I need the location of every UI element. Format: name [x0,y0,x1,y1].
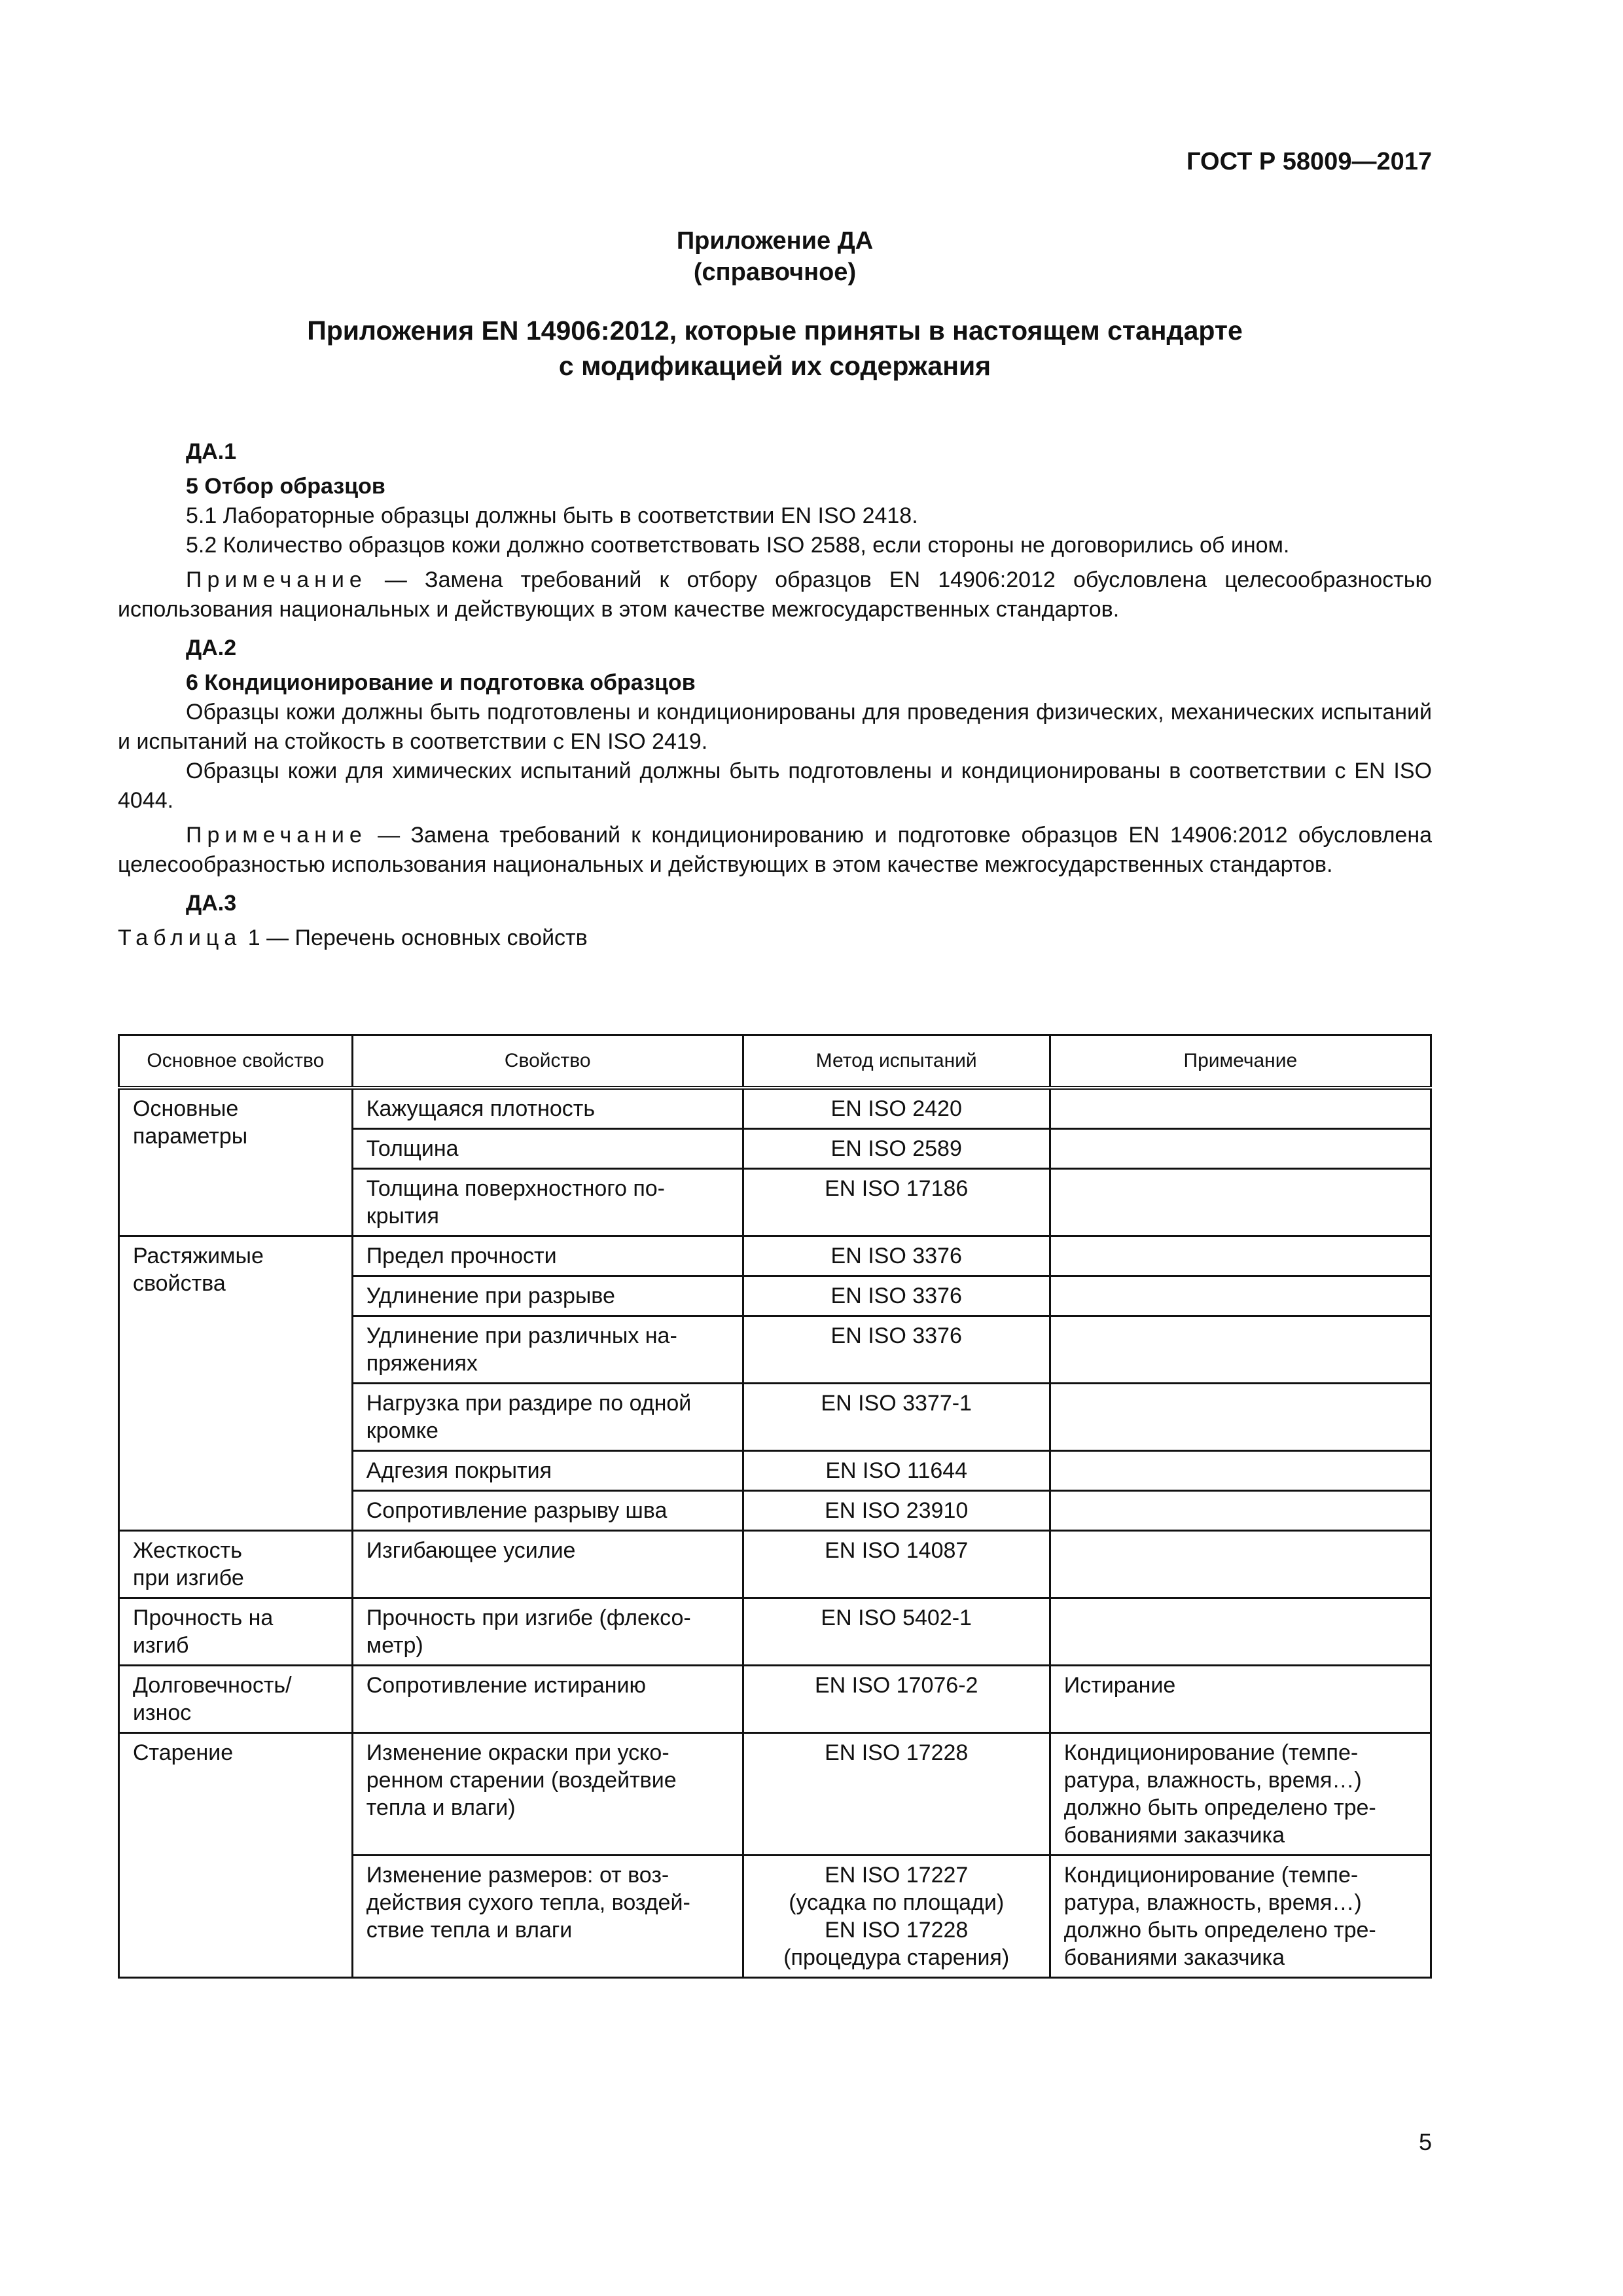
method-cell: EN ISO 17186 [743,1169,1050,1236]
table-caption [118,924,1432,953]
property-cell: Сопротивление разрыву шва [352,1491,743,1531]
column-header: Примечание [1050,1035,1431,1088]
method-cell: EN ISO 3377-1 [743,1384,1050,1451]
category-cell: Долговечность/ износ [119,1666,353,1733]
section-da1-note [118,565,1432,624]
property-cell: Предел прочности [352,1236,743,1276]
section-da1-p2: 5.2 Количество образцов кожи должно соответствовать ISO 2588, если стороны не договорились об ином. [186,533,1290,558]
table-row [119,1088,1431,1129]
property-cell: Сопротивление истиранию [352,1666,743,1733]
note-cell [1050,1491,1431,1531]
note-text: — Замена требований к отбору образцов EN 14906:2012 обусловлена целесообразностью использования национальных и действующих в этом качестве межгосударственных стандартов. [118,567,1432,622]
method-cell: EN ISO 3376 [743,1236,1050,1276]
note-label: Примечание [186,823,367,848]
method-cell: EN ISO 3376 [743,1316,1050,1384]
section-da3-label: ДА.3 [186,891,237,916]
table-header-row [119,1035,1431,1088]
annex-heading-line1: Приложения EN 14906:2012, которые приняты в настоящем стандарте [307,315,1243,346]
property-cell: Адгезия покрытия [352,1451,743,1491]
method-cell: EN ISO 23910 [743,1491,1050,1531]
section-da1-label: ДА.1 [186,439,237,464]
method-cell: EN ISO 17076-2 [743,1666,1050,1733]
column-header: Основное свойство [119,1035,353,1088]
category-cell: Прочность на изгиб [119,1598,353,1666]
table-caption-text: 1 — Перечень основных свойств [241,925,588,950]
property-cell: Толщина [352,1129,743,1169]
column-header: Метод испытаний [743,1035,1050,1088]
property-cell: Прочность при изгибе (флексо- метр) [352,1598,743,1666]
note-text: — Замена требований к кондиционированию и подготовке образцов EN 14906:2012 обусловлена целесообразностью использования национальных и действующих в этом качестве межгосударственных стандартов. [118,823,1432,877]
page-number: 5 [1418,2128,1432,2155]
section-da2-label: ДА.2 [186,636,237,660]
category-cell: Жесткость при изгибе [119,1531,353,1598]
table-row [119,1733,1431,1856]
property-cell: Изгибающее усилие [352,1531,743,1598]
section-da1-heading: 5 Отбор образцов [186,474,385,499]
method-cell: EN ISO 11644 [743,1451,1050,1491]
table-row [119,1236,1431,1276]
property-cell: Удлинение при различных на- пряжениях [352,1316,743,1384]
property-cell: Изменение окраски при уско- ренном старении (воздейтвие тепла и влаги) [352,1733,743,1856]
table-body [119,1088,1431,1978]
annex-title: Приложение ДА [676,227,874,255]
note-cell [1050,1276,1431,1316]
note-cell: Истирание [1050,1666,1431,1733]
annex-heading-line2: с модификацией их содержания [558,351,991,381]
table-row [119,1598,1431,1666]
annex-subtitle: (справочное) [693,259,857,286]
category-cell: Основные параметры [119,1088,353,1236]
table-row [119,1531,1431,1598]
category-cell: Старение [119,1733,353,1978]
property-cell: Удлинение при разрыве [352,1276,743,1316]
property-cell: Изменение размеров: от воз- действия сухого тепла, воздей- ствие тепла и влаги [352,1856,743,1978]
section-da2-p2: Образцы кожи для химических испытаний должны быть подготовлены и кондиционированы в соответствии с EN ISO 4044. [118,759,1432,813]
properties-table [118,1034,1432,1979]
note-cell [1050,1088,1431,1129]
method-cell: EN ISO 2589 [743,1129,1050,1169]
method-cell: EN ISO 17228 [743,1733,1050,1856]
section-da1-p1: 5.1 Лабораторные образцы должны быть в соответствии EN ISO 2418. [186,503,918,528]
annex-heading [118,313,1432,384]
note-cell [1050,1598,1431,1666]
document-header [0,148,1432,176]
method-cell: EN ISO 14087 [743,1531,1050,1598]
note-cell [1050,1236,1431,1276]
table-caption-label: Таблица [118,925,242,950]
note-cell: Кондиционирование (темпе- ратура, влажность, время…) должно быть определено тре- бованиями заказчика [1050,1856,1431,1978]
method-cell: EN ISO 2420 [743,1088,1050,1129]
section-da2-note [118,821,1432,880]
column-header: Свойство [352,1035,743,1088]
property-cell: Толщина поверхностного по- крытия [352,1169,743,1236]
section-da2-p1: Образцы кожи должны быть подготовлены и кондиционированы для проведения физических, механических испытаний и испытаний на стойкость в соответствии с EN ISO 2419. [118,700,1432,754]
property-cell: Кажущаяся плотность [352,1088,743,1129]
note-cell [1050,1531,1431,1598]
note-cell [1050,1169,1431,1236]
note-cell [1050,1384,1431,1451]
method-cell: EN ISO 17227 (усадка по площади) EN ISO 17228 (процедура старения) [743,1856,1050,1978]
method-cell: EN ISO 5402-1 [743,1598,1050,1666]
note-cell: Кондиционирование (темпе- ратура, влажность, время…) должно быть определено тре- бованиями заказчика [1050,1733,1431,1856]
note-cell [1050,1451,1431,1491]
standard-number: ГОСТ Р 58009—2017 [1186,148,1432,175]
category-cell: Растяжимые свойства [119,1236,353,1531]
property-cell: Нагрузка при раздире по одной кромке [352,1384,743,1451]
note-cell [1050,1129,1431,1169]
table-row [119,1666,1431,1733]
note-label: Примечание [186,567,367,592]
method-cell: EN ISO 3376 [743,1276,1050,1316]
annex-body [118,437,1432,953]
note-cell [1050,1316,1431,1384]
section-da2-heading: 6 Кондиционирование и подготовка образцов [186,670,696,695]
